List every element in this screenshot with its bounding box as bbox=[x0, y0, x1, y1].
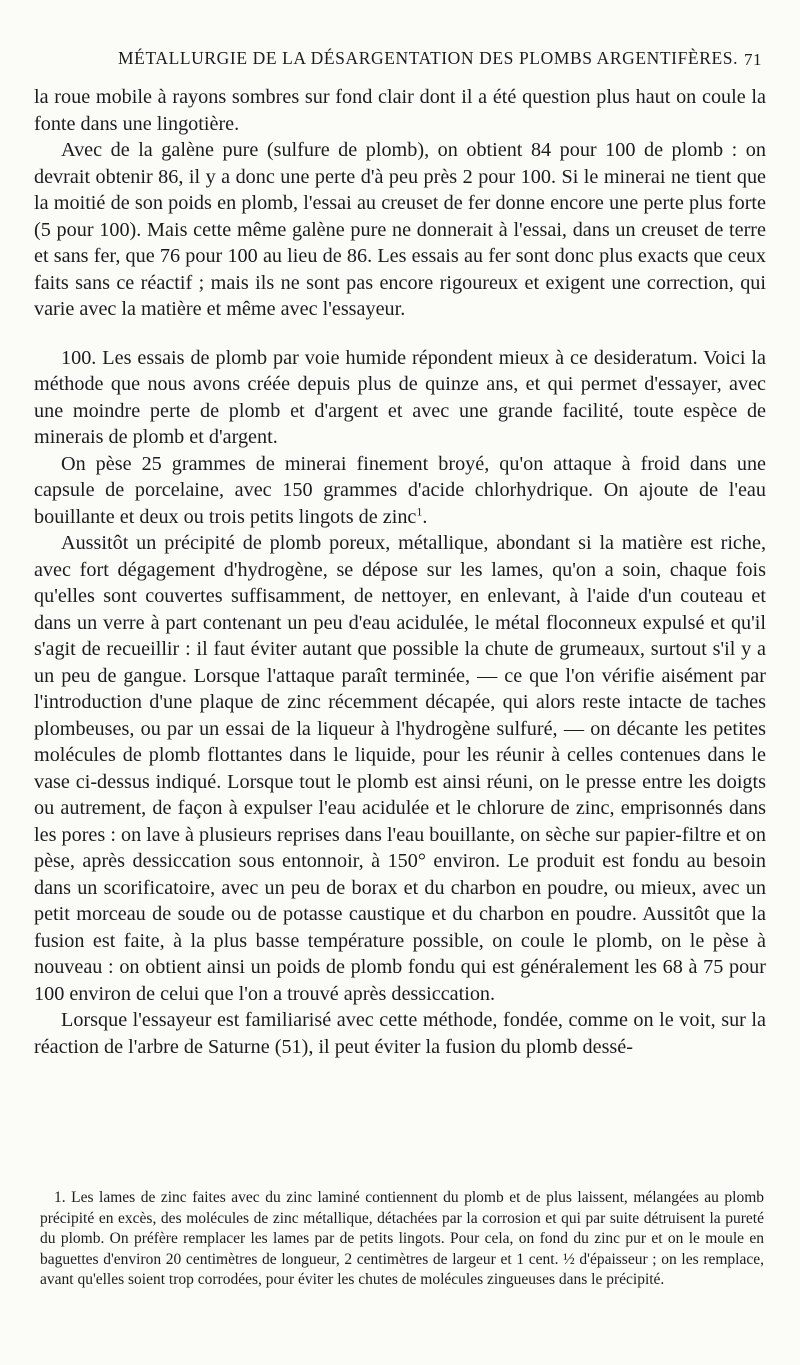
procedure-end: . bbox=[422, 505, 428, 528]
paragraph-saturne: Lorsque l'essayeur est familiarisé avec cette méthode, fondée, comme on le voit, sur la réaction de l'arbre de Saturne (51), il peut éviter la fusion du plomb dessé- bbox=[34, 1009, 766, 1058]
paragraph-section-100 bbox=[34, 345, 766, 451]
paragraph-galena: Avec de la galène pure (sulfure de plomb), on obtient 84 pour 100 de plomb : on devrait obtenir 86, il y a donc une perte d'à peu près 2 pour 100. Si le minerai ne tient que la moitié de son poids en plomb, l'essai au creuset de fer donne encore une perte plus forte (5 pour 100). Mais cette même galène pure ne donnerait à l'essai, dans un creuset de terre et sans fer, que 76 pour 100 au lieu de 86. Les essais au fer sont donc plus exacts que ceux faits sans ce réactif ; mais ils ne sont pas encore rigoureux et exigent une correction, qui varie avec la matière et même avec l'essayeur. bbox=[34, 139, 766, 320]
page-number: 71 bbox=[744, 50, 762, 69]
body-text bbox=[34, 84, 766, 1060]
section-100-text: Les essais de plomb par voie humide répondent mieux à ce desideratum. Voici la méthode que nous avons créée depuis plus de quinze ans, et qui permet d'essayer, avec une moindre perte de plomb et d'argent et avec une grande facilité, toute espèce de minerais de plomb et d'argent. bbox=[34, 346, 766, 448]
footnote-marker: 1. bbox=[54, 1189, 66, 1206]
paragraph-procedure bbox=[34, 451, 766, 531]
footnote-text: Les lames de zinc faites avec du zinc laminé contiennent du plomb et de plus laissent, mélangées au plomb précipité en excès, des molécules de zinc métallique, détachées par la corrosion et qui par suite détruisent la pureté du plomb. On préfère remplacer les lames par de petits lingots. Pour cela, on fond du zinc pur et on le moule en baguettes d'environ 20 centimètres de longueur, 2 centimètres de largeur et 1 cent. ½ d'épaisseur ; on les remplace, avant qu'elles soient trop corrodées, pour éviter les chutes de molécules zingueuses dans le précipité. bbox=[40, 1189, 765, 1288]
procedure-text: On pèse 25 grammes de minerai finement broyé, qu'on attaque à froid dans une capsule de porcelaine, avec 150 grammes d'acide chlorhydrique. On ajoute de l'eau bouillante et deux ou trois petits lingots de zinc bbox=[34, 452, 766, 528]
section-number: 100. bbox=[61, 346, 97, 369]
footnote-1 bbox=[40, 1188, 764, 1291]
footnote-reference: 1 bbox=[416, 503, 423, 518]
running-head bbox=[34, 40, 766, 70]
paragraph-precipitate: Aussitôt un précipité de plomb poreux, métallique, abondant si la matière est riche, avec fort dégagement d'hydrogène, se dépose sur les lames, qu'on a soin, chaque fois qu'elles sont couvertes suffisamment, de nettoyer, en enlevant, à l'aide d'un couteau et dans un verre à part contenant un peu d'eau acidulée, le métal floconneux expulsé et qu'il s'agit de recueillir : il faut éviter autant que possible la chute de grumeaux, surtout s'il y a un peu de gangue. Lorsque l'attaque paraît terminée, — ce que l'on vérifie aisément par l'introduction d'une plaque de zinc récemment décapée, qui alors reste intacte de taches plombeuses, ou par un essai de la liqueur à l'hydrogène sulfuré, — on décante les petites molécules de plomb flottantes dans le liquide, pour les réunir à celles contenues dans le vase ci-dessus indiqué. Lorsque tout le plomb est ainsi réuni, on le presse entre les doigts ou autrement, de façon à expulser l'eau acidulée et le chlorure de zinc, emprisonnés dans les pores : on lave à plusieurs reprises dans l'eau bouillante, on sèche sur papier-filtre et on pèse, après dessiccation sous entonnoir, à 150° environ. Le produit est fondu au besoin dans un scorificatoire, avec un peu de borax et du charbon en poudre, ou mieux, avec un petit morceau de soude ou de potasse caustique et du charbon en poudre. Aussitôt que la fusion est faite, à la plus basse température possible, on coule le plomb, on le pèse à nouveau : on obtient ainsi un poids de plomb fondu qui est généralement les 68 à 75 pour 100 environ de celui que l'on a trouvé après dessiccation. bbox=[34, 532, 766, 1005]
footnotes bbox=[40, 1188, 764, 1291]
running-title: MÉTALLURGIE DE LA DÉSARGENTATION DES PLOMBS ARGENTIFÈRES. bbox=[118, 48, 739, 68]
paragraph-continuation: la roue mobile à rayons sombres sur fond clair dont il a été question plus haut on coule la fonte dans une lingotière. bbox=[34, 86, 766, 135]
